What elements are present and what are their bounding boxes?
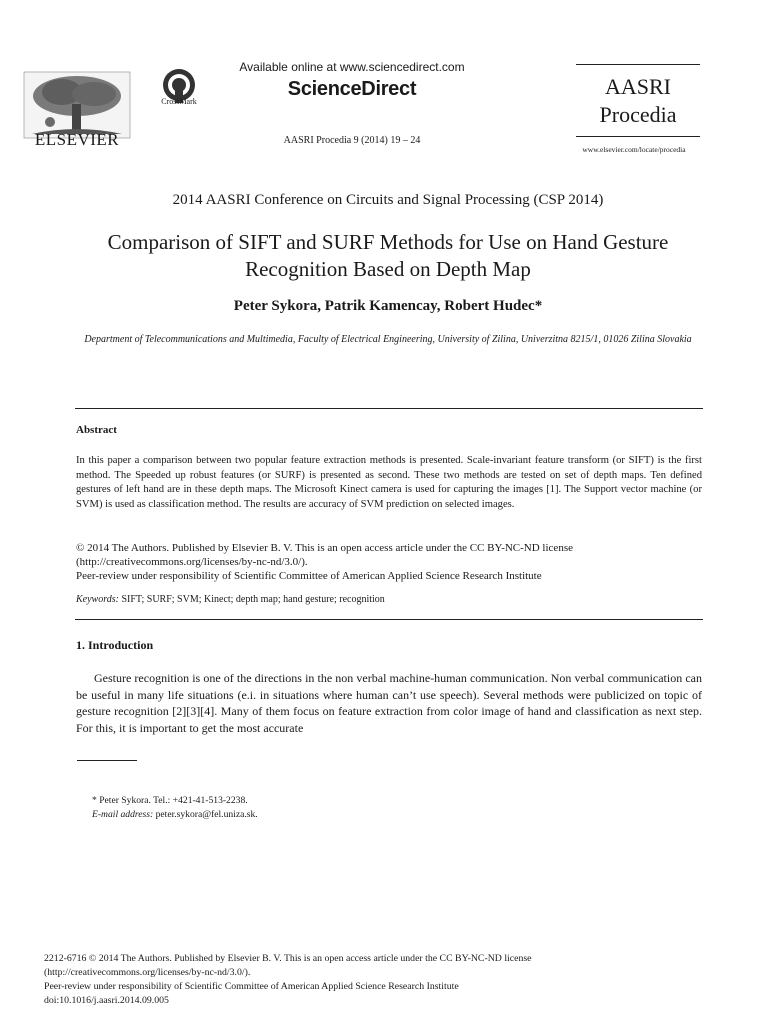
journal-title-line2: Procedia bbox=[599, 102, 677, 127]
email-address[interactable]: peter.sykora@fel.uniza.sk. bbox=[155, 809, 258, 820]
paper-title: Comparison of SIFT and SURF Methods for Use on Hand Gesture Recognition Based on Depth Map bbox=[107, 230, 669, 281]
footer-license: 2212-6716 © 2014 The Authors. Published by Elsevier B. V. This is an open access article under the CC BY-NC-ND license bbox=[44, 953, 532, 964]
abstract-top-rule bbox=[75, 408, 703, 409]
license-line: © 2014 The Authors. Published by Elsevier B. V. This is an open access article under the CC BY-NC-ND license bbox=[76, 542, 573, 554]
keywords-label: Keywords: bbox=[76, 594, 119, 605]
footnote-rule bbox=[77, 760, 137, 761]
affiliation: Department of Telecommunications and Multimedia, Faculty of Electrical Engineering, University of Zilina, Univerzitna 8215/1, 01026 Zilina Slovakia bbox=[84, 334, 692, 345]
crossmark-label: CrossMark bbox=[161, 97, 197, 106]
license-url[interactable]: (http://creativecommons.org/licenses/by-nc-nd/3.0/). bbox=[76, 556, 308, 568]
journal-rule-top bbox=[576, 64, 700, 65]
abstract-heading: Abstract bbox=[76, 424, 117, 436]
keywords-list: SIFT; SURF; SVM; Kinect; depth map; hand gesture; recognition bbox=[121, 594, 385, 605]
footer-peer-review: Peer-review under responsibility of Scientific Committee of American Applied Science Research Institute bbox=[44, 981, 459, 992]
author-list: Peter Sykora, Patrik Kamencay, Robert Hudec* bbox=[233, 298, 543, 314]
email-label: E-mail address: bbox=[92, 809, 154, 820]
keywords bbox=[76, 594, 702, 605]
section-heading-introduction: 1. Introduction bbox=[76, 638, 154, 652]
abstract-bottom-rule bbox=[75, 619, 703, 620]
footnote-author: * Peter Sykora. Tel.: +421-41-513-2238. bbox=[92, 795, 248, 806]
journal-url[interactable]: www.elsevier.com/locate/procedia bbox=[582, 145, 686, 154]
conference-name: 2014 AASRI Conference on Circuits and Signal Processing (CSP 2014) bbox=[172, 192, 604, 208]
footer-license-url[interactable]: (http://creativecommons.org/licenses/by-nc-nd/3.0/). bbox=[44, 967, 251, 978]
abstract-text: In this paper a comparison between two popular feature extraction methods is presented. Scale-invariant feature transform (or SIFT) is the first method. The Speeded up robust features (or SURF) is presented as second. These two methods are tested on set of depth maps. Ten defined gestures of left hand are in these depth maps. The Microsoft Kinect camera is used for capturing the images [1]. The Support vector machine (or SVM) is used as classification method. The results are accuracy of SVM prediction on selected images. bbox=[76, 455, 702, 510]
elsevier-wordmark: ELSEVIER bbox=[34, 130, 120, 149]
peer-review-note: Peer-review under responsibility of Scientific Committee of American Applied Science Research Institute bbox=[76, 570, 542, 582]
sciencedirect-wordmark: ScienceDirect bbox=[287, 78, 417, 100]
footer-doi[interactable]: doi:10.1016/j.aasri.2014.09.005 bbox=[44, 995, 169, 1006]
citation-line: AASRI Procedia 9 (2014) 19 – 24 bbox=[283, 135, 421, 146]
available-online-text[interactable]: Available online at www.sciencedirect.com bbox=[239, 60, 465, 74]
journal-title-line1: AASRI bbox=[604, 74, 671, 99]
footnote-email bbox=[92, 809, 258, 820]
introduction-text: Gesture recognition is one of the directions in the non verbal machine-human communication. Non verbal communication can be useful in many life situations (e.i. in situations where human can’t use speech). Several methods were publicized on topic of gesture recognition [2][3][4]. Many of them focus on feature extraction from color image of hand and classification as next step. For this, it is important to get the most accurate bbox=[76, 671, 702, 735]
journal-rule-bottom bbox=[576, 136, 700, 137]
